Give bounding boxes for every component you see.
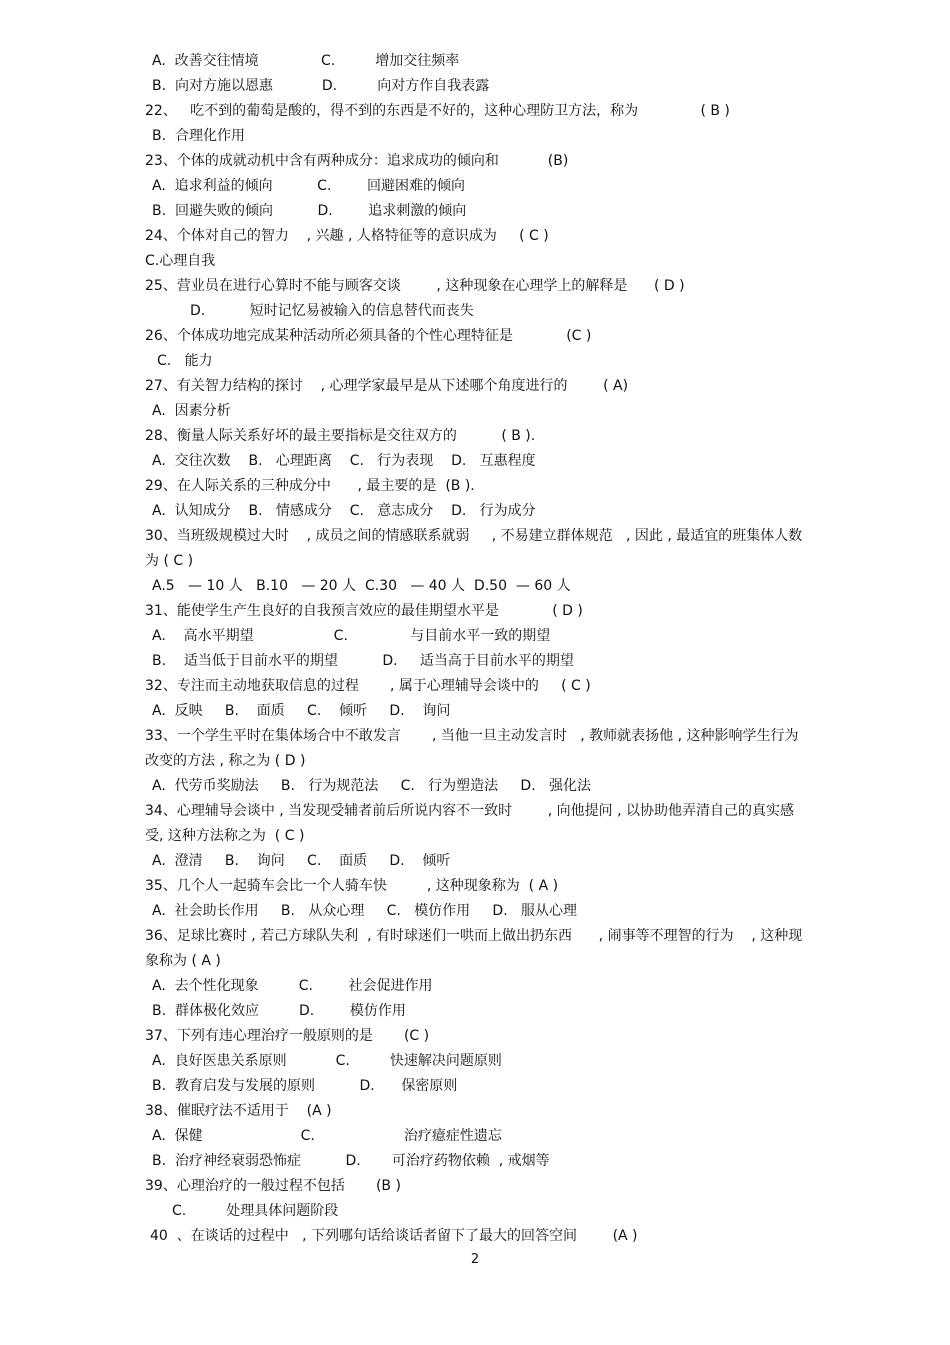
answer-line: C. 处理具体问题阶段: [172, 1203, 339, 1219]
question-line: 24、个体对自己的智力 , 兴趣 , 人格特征等的意识成为 ( C ): [145, 228, 549, 244]
option-line: B. 群体极化效应 D. 模仿作用: [152, 1003, 406, 1019]
option-line: A. 反映 B. 面质 C. 倾听 D. 询问: [152, 703, 451, 719]
question-line: 29、在人际关系的三种成分中 , 最主要的是 (B ).: [145, 478, 475, 494]
question-line: 34、心理辅导会谈中 , 当发现受辅者前后所说内容不一致时 , 向他提问 , 以协助他弄清自己的真实感: [145, 803, 795, 819]
option-line: A. 交往次数 B. 心理距离 C. 行为表现 D. 互惠程度: [152, 453, 536, 469]
question-line: 35、几个人一起骑车会比一个人骑车快 , 这种现象称为 ( A ): [145, 878, 559, 894]
question-line: 33、一个学生平时在集体场合中不敢发言 , 当他一旦主动发言时 , 教师就表扬他 , 这种影响学生行为: [145, 728, 799, 744]
question-line: 38、催眠疗法不适用于 (A ): [145, 1103, 332, 1119]
option-line: A. 追求利益的倾向 C. 回避困难的倾向: [152, 178, 466, 194]
option-line: A. 良好医患关系原则 C. 快速解决问题原则: [152, 1053, 502, 1069]
question-line-cont: 为 ( C ): [145, 553, 194, 569]
option-line: A. 澄清 B. 询问 C. 面质 D. 倾听: [152, 853, 451, 869]
option-line: B. 治疗神经衰弱恐怖症 D. 可治疗药物依赖 , 戒烟等: [152, 1153, 550, 1169]
answer-line: A. 因素分析: [152, 403, 231, 419]
option-line: A. 高水平期望 C. 与目前水平一致的期望: [152, 628, 551, 644]
question-line: 37、下列有违心理治疗一般原则的是 (C ): [145, 1028, 430, 1044]
option-line: B. 回避失败的倾向 D. 追求刺激的倾向: [152, 203, 467, 219]
option-line: A. 代劳币奖励法 B. 行为规范法 C. 行为塑造法 D. 强化法: [152, 778, 591, 794]
answer-line: B. 合理化作用: [152, 128, 245, 144]
option-line: A. 认知成分 B. 情感成分 C. 意志成分 D. 行为成分: [152, 503, 536, 519]
question-line: 36、足球比赛时 , 若己方球队失利 , 有时球迷们一哄而上做出扔东西 , 闹事等不理智的行为 , 这种现: [145, 928, 803, 944]
question-line-cont: 受, 这种方法称之为 ( C ): [145, 828, 305, 844]
option-line: A.5 — 10 人 B.10 — 20 人 C.30 — 40 人 D.50 — 60 人: [152, 578, 571, 594]
option-line: A. 去个性化现象 C. 社会促进作用: [152, 978, 433, 994]
question-line: 32、专注而主动地获取信息的过程 , 属于心理辅导会谈中的 ( C ): [145, 678, 591, 694]
answer-line: C.心理自我: [145, 253, 216, 269]
question-line: 30、当班级规模过大时 , 成员之间的情感联系就弱 , 不易建立群体规范 , 因此 , 最适宜的班集体人数: [145, 528, 803, 544]
question-line: 25、营业员在进行心算时不能与顾客交谈 , 这种现象在心理学上的解释是 ( D ): [145, 278, 685, 294]
question-line-cont: 改变的方法 , 称之为 ( D ): [145, 753, 306, 769]
option-line: A. 保健 C. 治疗癔症性遗忘: [152, 1128, 502, 1144]
option-line: A. 改善交往情境 C. 增加交往频率: [152, 53, 460, 69]
question-line: 22、 吃不到的葡萄是酸的，得不到的东西是不好的，这种心理防卫方法，称为 ( B ): [145, 103, 730, 119]
question-line: 28、衡量人际关系好坏的最主要指标是交往双方的 ( B ).: [145, 428, 536, 444]
question-line: 39、心理治疗的一般过程不包括 (B ): [145, 1178, 401, 1194]
question-line: 23、个体的成就动机中含有两种成分：追求成功的倾向和 (B): [145, 153, 569, 169]
page-number: 2: [470, 1252, 480, 1267]
option-line: B. 向对方施以恩惠 D. 向对方作自我表露: [152, 78, 490, 94]
question-line: 27、有关智力结构的探讨 , 心理学家最早是从下述哪个角度进行的 ( A): [145, 378, 629, 394]
option-line: B. 适当低于目前水平的期望 D. 适当高于目前水平的期望: [152, 653, 574, 669]
question-line: 31、能使学生产生良好的自我预言效应的最佳期望水平是 ( D ): [145, 603, 583, 619]
question-line: 40 、在谈话的过程中 , 下列哪句话给谈话者留下了最大的回答空间 (A ): [150, 1228, 638, 1244]
answer-line: D. 短时记忆易被输入的信息替代而丧失: [190, 303, 474, 319]
option-line: B. 教育启发与发展的原则 D. 保密原则: [152, 1078, 458, 1094]
question-line: 26、个体成功地完成某种活动所必须具备的个性心理特征是 (C ): [145, 328, 592, 344]
answer-line: C. 能力: [157, 353, 213, 369]
question-line-cont: 象称为 ( A ): [145, 953, 221, 969]
option-line: A. 社会助长作用 B. 从众心理 C. 模仿作用 D. 服从心理: [152, 903, 577, 919]
